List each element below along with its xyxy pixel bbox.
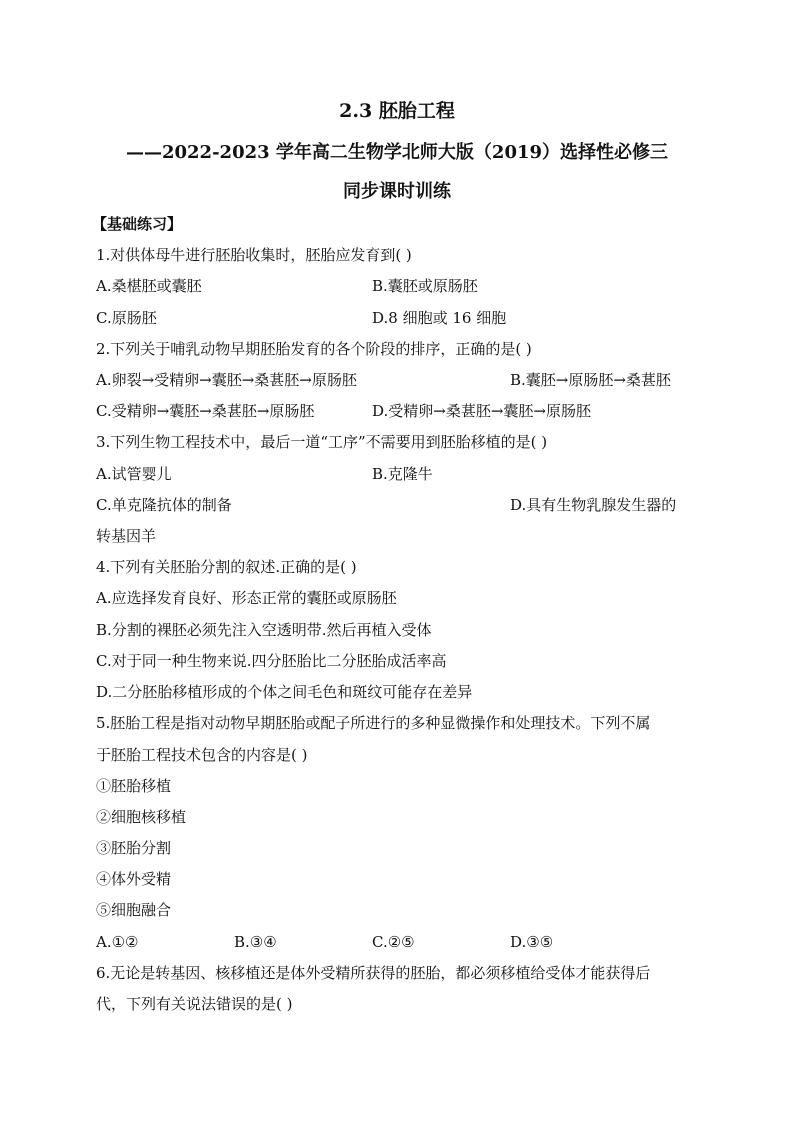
question-6-stem: 6.无论是转基因、核移植还是体外受精所获得的胚胎，都必须移植给受体才能获得后 bbox=[96, 964, 651, 982]
question-3-option-b: B.克隆牛 bbox=[372, 465, 433, 483]
question-5-item: ④体外受精 bbox=[96, 870, 172, 888]
question-4-option-b: B.分割的裸胚必须先注入空透明带.然后再植入受体 bbox=[96, 621, 432, 639]
question-3-option-d: D.具有生物乳腺发生器的 bbox=[510, 496, 677, 514]
document-subtitle: ——2022-2023 学年高二生物学北师大版（2019）选择性必修三 bbox=[125, 142, 669, 163]
question-2-option-d: D.受精卵→桑葚胚→囊胚→原肠胚 bbox=[372, 402, 591, 420]
document-subtitle-2: 同步课时训练 bbox=[343, 181, 451, 202]
question-6-stem-2: 代，下列有关说法错误的是( ) bbox=[96, 995, 293, 1013]
question-4-stem: 4.下列有关胚胎分割的叙述.正确的是( ) bbox=[96, 558, 357, 576]
question-5-item: ①胚胎移植 bbox=[96, 777, 172, 795]
question-5-stem: 5.胚胎工程是指对动物早期胚胎或配子所进行的多种显微操作和处理技术。下列不属 bbox=[96, 714, 651, 732]
question-5-stem-2: 于胚胎工程技术包含的内容是( ) bbox=[96, 746, 308, 764]
question-5-option-b: B.③④ bbox=[234, 933, 277, 951]
question-2-option-a: A.卵裂→受精卵→囊胚→桑葚胚→原肠胚 bbox=[96, 371, 357, 389]
section-label: 【基础练习】 bbox=[92, 215, 183, 233]
question-1-option-b: B.囊胚或原肠胚 bbox=[372, 277, 478, 295]
question-1-stem: 1.对供体母牛进行胚胎收集时，胚胎应发育到( ) bbox=[96, 246, 412, 264]
question-3-stem: 3.下列生物工程技术中，最后一道“工序”不需要用到胚胎移植的是( ) bbox=[96, 433, 548, 451]
question-2-option-b: B.囊胚→原肠胚→桑葚胚 bbox=[510, 371, 671, 389]
question-2-option-c: C.受精卵→囊胚→桑葚胚→原肠胚 bbox=[96, 402, 315, 420]
question-5-item: ③胚胎分割 bbox=[96, 839, 172, 857]
question-5-option-c: C.②⑤ bbox=[372, 933, 415, 951]
question-1-option-d: D.8 细胞或 16 细胞 bbox=[372, 309, 507, 327]
question-2-stem: 2.下列关于哺乳动物早期胚胎发育的各个阶段的排序，正确的是( ) bbox=[96, 340, 532, 358]
question-5-option-a: A.①② bbox=[96, 933, 139, 951]
question-4-option-c: C.对于同一种生物来说.四分胚胎比二分胚胎成活率高 bbox=[96, 652, 447, 670]
question-1-option-a: A.桑椹胚或囊胚 bbox=[96, 277, 202, 295]
question-3-option-a: A.试管婴儿 bbox=[96, 465, 172, 483]
question-1-option-c: C.原肠胚 bbox=[96, 309, 157, 327]
question-3-option-d-cont: 转基因羊 bbox=[96, 527, 157, 545]
question-5-option-d: D.③⑤ bbox=[510, 933, 554, 951]
document-title: 2.3 胚胎工程 bbox=[339, 100, 455, 122]
question-4-option-d: D.二分胚胎移植形成的个体之间毛色和斑纹可能存在差异 bbox=[96, 683, 473, 701]
question-3-option-c: C.单克隆抗体的制备 bbox=[96, 496, 232, 514]
question-5-item: ⑤细胞融合 bbox=[96, 901, 172, 919]
question-4-option-a: A.应选择发育良好、形态正常的囊胚或原肠胚 bbox=[96, 589, 397, 607]
question-5-item: ②细胞核移植 bbox=[96, 808, 187, 826]
